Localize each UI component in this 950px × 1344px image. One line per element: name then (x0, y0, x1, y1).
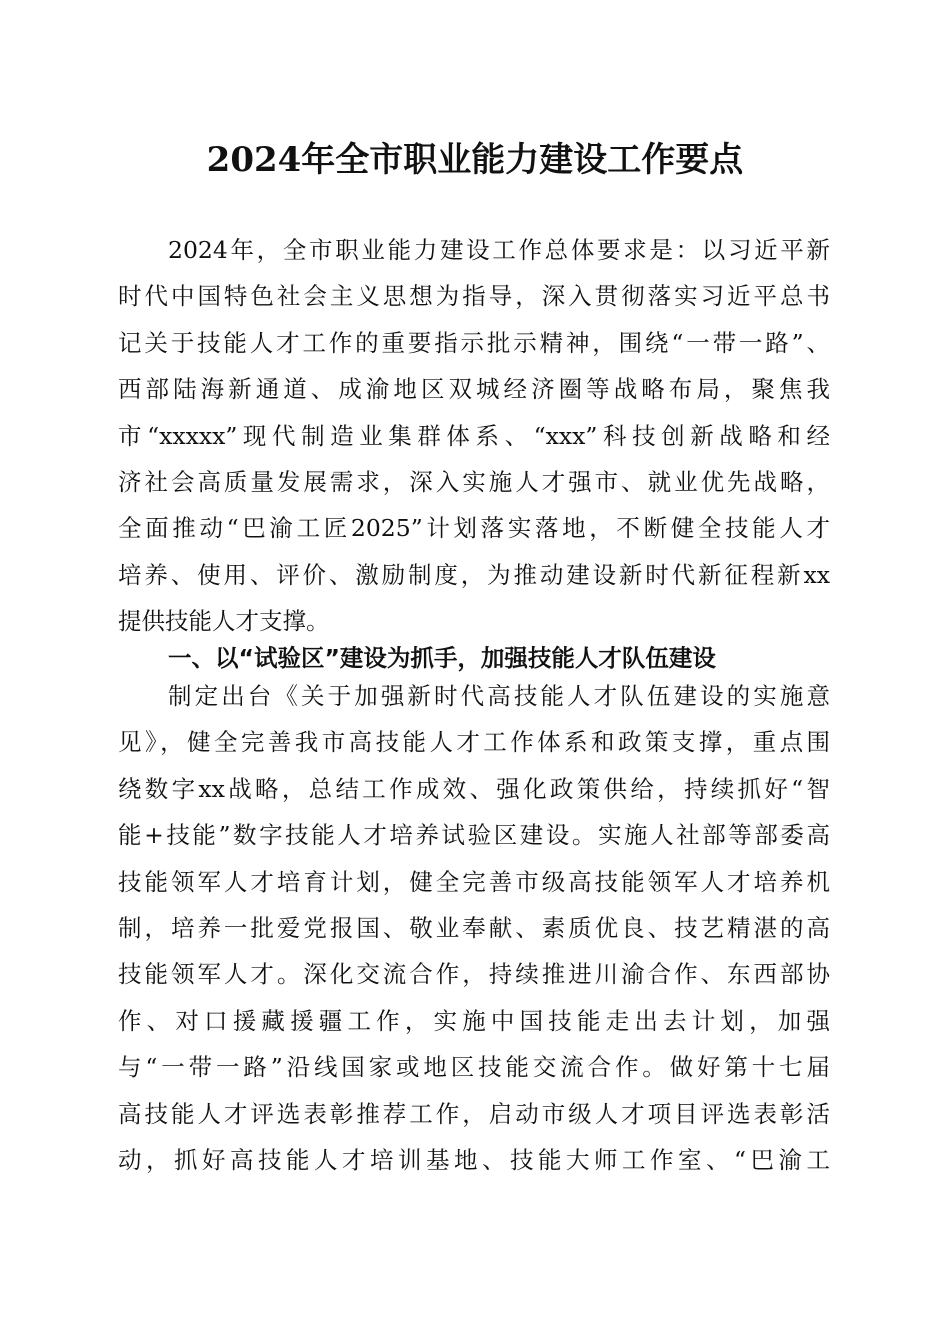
text-line: 高技能人才评选表彰推荐工作，启动市级人才项目评选表彰活 (118, 1099, 830, 1128)
text-line: 能+技能”数字技能人才培养试验区建设。实施人社部等部委高 (118, 821, 830, 850)
text-line: 动，抓好高技能人才培训基地、技能大师工作室、“巴渝工 (118, 1145, 830, 1174)
text-line: 绕数字xx战略，总结工作成效、强化政策供给，持续抓好“智 (118, 774, 830, 803)
text-line: 济社会高质量发展需求，深入实施人才强市、就业优先战略， (118, 467, 830, 496)
text-line: 2024年，全市职业能力建设工作总体要求是：以习近平新 (168, 236, 830, 264)
text-line: 与“一带一路”沿线国家或地区技能交流合作。做好第十七届 (118, 1053, 830, 1082)
paragraph-overall-requirements (118, 227, 830, 645)
text-line: 技能领军人才。深化交流合作，持续推进川渝合作、东西部协 (118, 960, 830, 989)
text-line: 时代中国特色社会主义思想为指导，深入贯彻落实习近平总书 (118, 282, 830, 311)
text-line: 市“xxxxx”现代制造业集群体系、“xxx”科技创新战略和经 (118, 421, 830, 450)
text-line: 提供技能人才支撑。 (118, 607, 330, 636)
section-heading-1: 一、以“试验区”建设为抓手，加强技能人才队伍建设 (168, 644, 716, 672)
text-line: 记关于技能人才工作的重要指示批示精神，围绕“一带一路”、 (118, 328, 830, 357)
text-line: 见》，健全完善我市高技能人才工作体系和政策支撑，重点围 (118, 728, 830, 757)
paragraph-section-1 (118, 673, 830, 1183)
text-line: 西部陆海新通道、成渝地区双城经济圈等战略布局，聚焦我 (118, 375, 830, 404)
text-line: 制，培养一批爱党报国、敬业奉献、素质优良、技艺精湛的高 (118, 913, 830, 942)
document-title: 2024年全市职业能力建设工作要点 (206, 140, 744, 180)
text-line: 制定出台《关于加强新时代高技能人才队伍建设的实施意 (168, 682, 830, 710)
text-line: 作、对口援藏援疆工作，实施中国技能走出去计划，加强 (118, 1006, 830, 1035)
text-line: 技能领军人才培育计划，健全完善市级高技能领军人才培养机 (118, 867, 830, 896)
text-line: 培养、使用、评价、激励制度，为推动建设新时代新征程新xx (118, 560, 830, 589)
text-line: 全面推动“巴渝工匠2025”计划落实落地，不断健全技能人才 (118, 514, 830, 543)
